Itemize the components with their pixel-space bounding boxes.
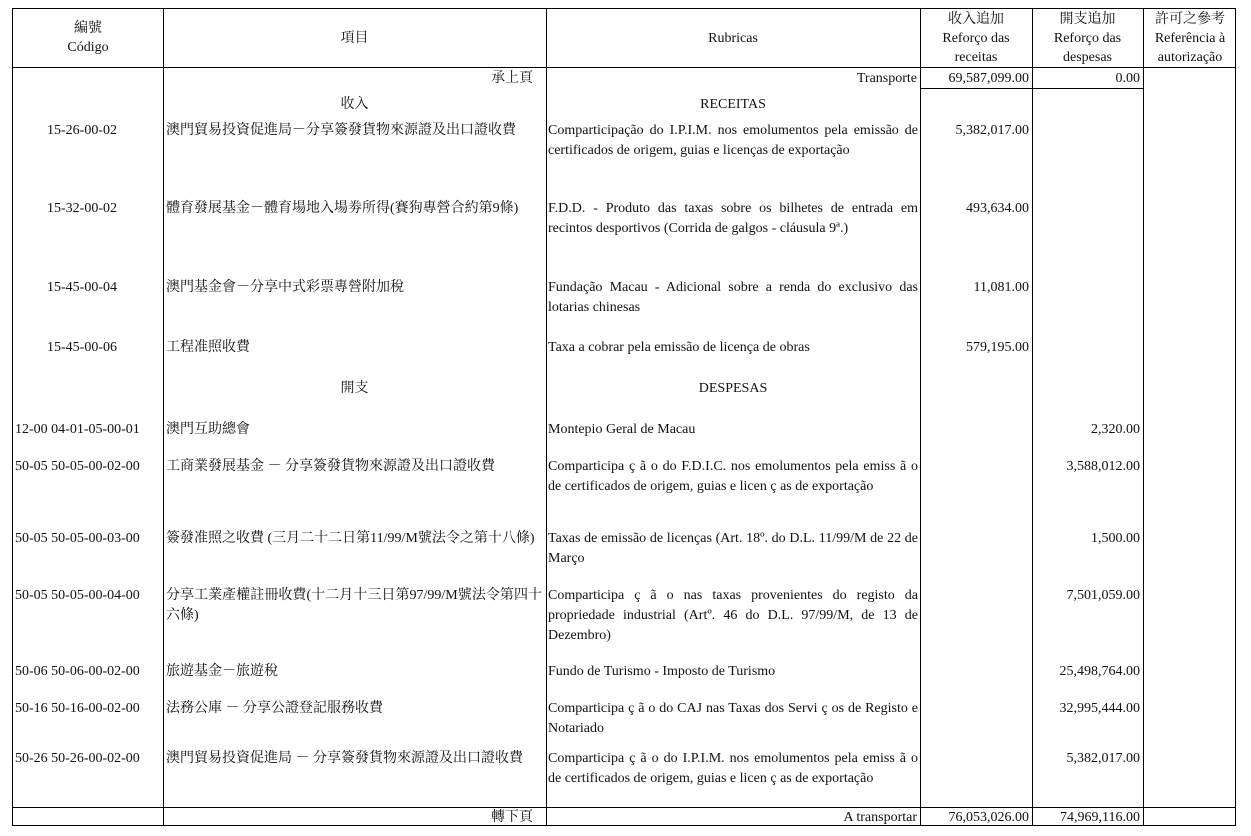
- despesa-code: 12-00 04-01-05-00-01: [15, 422, 140, 437]
- receita-item-zh: 澳門貿易投資促進局－分享簽發貨物來源證及出口證收費: [166, 123, 516, 138]
- despesa-amount: 1,500.00: [1091, 531, 1140, 546]
- transport-out-label-pt: A transportar: [843, 810, 917, 825]
- receita-rubrica-pt: Taxa a cobrar pela emissão de licença de obras: [548, 340, 810, 355]
- transport-in-despesas: 0.00: [1115, 71, 1140, 86]
- despesas-title-pt: DESPESAS: [698, 381, 768, 396]
- header-rule: [13, 67, 1235, 68]
- transport-out-receitas: 76,053,026.00: [948, 810, 1029, 825]
- header-rubricas: Rubricas: [708, 30, 758, 46]
- receita-amount: 579,195.00: [966, 340, 1029, 355]
- despesa-rubrica-pt: Taxas de emissão de licenças (Art. 18º. do D.L. 11/99/M de 22 de Março: [548, 531, 918, 566]
- despesa-code: 50-05 50-05-00-03-00: [15, 531, 140, 546]
- despesa-amount: 7,501,059.00: [1066, 588, 1140, 603]
- receita-code: 15-45-00-04: [47, 280, 117, 295]
- despesa-item-zh: 澳門貿易投資促進局 － 分享簽發貨物來源證及出口證收費: [166, 751, 523, 766]
- despesa-rubrica-pt: Comparticipa ç ã o do CAJ nas Taxas dos Servi ç os de Registo e Notariado: [548, 701, 918, 736]
- header-code: 編號 Código: [67, 21, 109, 55]
- column-divider: [1143, 9, 1144, 825]
- receita-code: 15-45-00-06: [47, 340, 117, 355]
- receita-code: 15-32-00-02: [47, 201, 117, 216]
- despesa-item-zh: 法務公庫 － 分享公證登記服務收費: [166, 701, 383, 716]
- despesa-rubrica-pt: Comparticipa ç ã o do I.P.I.M. nos emolumentos pela emiss ã o de certificados de origem, guias e licen ç as de exportação: [548, 751, 918, 786]
- despesa-code: 50-16 50-16-00-02-00: [15, 701, 140, 716]
- receita-code: 15-26-00-02: [47, 123, 117, 138]
- header-despesas: 開支追加 Reforço das despesas: [1053, 11, 1122, 65]
- despesa-item-zh: 工商業發展基金 － 分享簽發貨物來源證及出口證收費: [166, 459, 495, 474]
- despesa-code: 50-05 50-05-00-02-00: [15, 459, 140, 474]
- despesa-amount: 32,995,444.00: [1059, 701, 1140, 716]
- receita-item-zh: 澳門基金會－分享中式彩票專營附加稅: [166, 280, 404, 295]
- receita-item-zh: 體育發展基金－體育場地入場劵所得(賽狗專營合約第9條): [166, 201, 519, 216]
- despesa-rubrica-pt: Comparticipa ç ã o do F.D.I.C. nos emolumentos pela emiss ã o de certificados de origem, guias e licen ç as de exportação: [548, 459, 918, 494]
- despesa-item-zh: 澳門互助總會: [166, 422, 250, 437]
- column-divider: [163, 9, 164, 825]
- budget-table: [12, 8, 1236, 826]
- despesa-amount: 2,320.00: [1091, 422, 1140, 437]
- receita-amount: 5,382,017.00: [955, 123, 1029, 138]
- receita-rubrica-pt: Fundação Macau - Adicional sobre a renda do exclusivo das lotarias chinesas: [548, 280, 918, 315]
- despesas-title-zh: 開支: [340, 381, 369, 396]
- header-receitas: 收入追加 Reforço das receitas: [942, 11, 1010, 65]
- transport-in-label-pt: Transporte: [856, 71, 917, 86]
- despesa-amount: 25,498,764.00: [1059, 664, 1140, 679]
- column-divider: [546, 9, 547, 825]
- despesa-item-zh: 簽發准照之收費 (三月二十二日第11/99/M號法令之第十八條): [166, 531, 535, 546]
- receita-item-zh: 工程准照收費: [166, 340, 250, 355]
- receita-amount: 493,634.00: [966, 201, 1029, 216]
- transport-in-receitas: 69,587,099.00: [948, 71, 1029, 86]
- despesa-amount: 5,382,017.00: [1066, 751, 1140, 766]
- despesa-item-zh: 分享工業產權註冊收費(十二月十三日第97/99/M號法令第四十六條): [166, 588, 542, 623]
- transport-out-label-zh: 轉下頁: [491, 810, 533, 825]
- despesa-code: 50-26 50-26-00-02-00: [15, 751, 140, 766]
- despesa-code: 50-05 50-05-00-04-00: [15, 588, 140, 603]
- despesa-item-zh: 旅遊基金－旅遊稅: [166, 664, 278, 679]
- receitas-title-pt: RECEITAS: [700, 97, 766, 112]
- receitas-title-zh: 收入: [340, 97, 369, 112]
- transport-out-despesas: 74,969,116.00: [1060, 810, 1140, 825]
- receita-amount: 11,081.00: [973, 280, 1029, 295]
- despesa-rubrica-pt: Comparticipa ç ã o nas taxas provenientes do registo da propriedade industrial (Artº. 46 do D.L. 97/99/M, de 13 de Dezembro): [548, 588, 918, 643]
- receita-rubrica-pt: Comparticipação do I.P.I.M. nos emolumentos pela emissão de certificados de origem, guias e licenças de exportação: [548, 123, 918, 158]
- despesa-rubrica-pt: Fundo de Turismo - Imposto de Turismo: [548, 664, 776, 679]
- despesa-code: 50-06 50-06-00-02-00: [15, 664, 140, 679]
- header-referencia: 許可之參考 Referência à autorização: [1154, 11, 1226, 65]
- header-item: 項目: [340, 30, 369, 46]
- receita-rubrica-pt: F.D.D. - Produto das taxas sobre os bilhetes de entrada em recintos desportivos (Corrida de galgos - cláusula 9ª.): [548, 201, 918, 236]
- transport-in-label-zh: 承上頁: [491, 71, 533, 86]
- despesa-amount: 3,588,012.00: [1066, 459, 1140, 474]
- despesa-rubrica-pt: Montepio Geral de Macau: [548, 422, 696, 437]
